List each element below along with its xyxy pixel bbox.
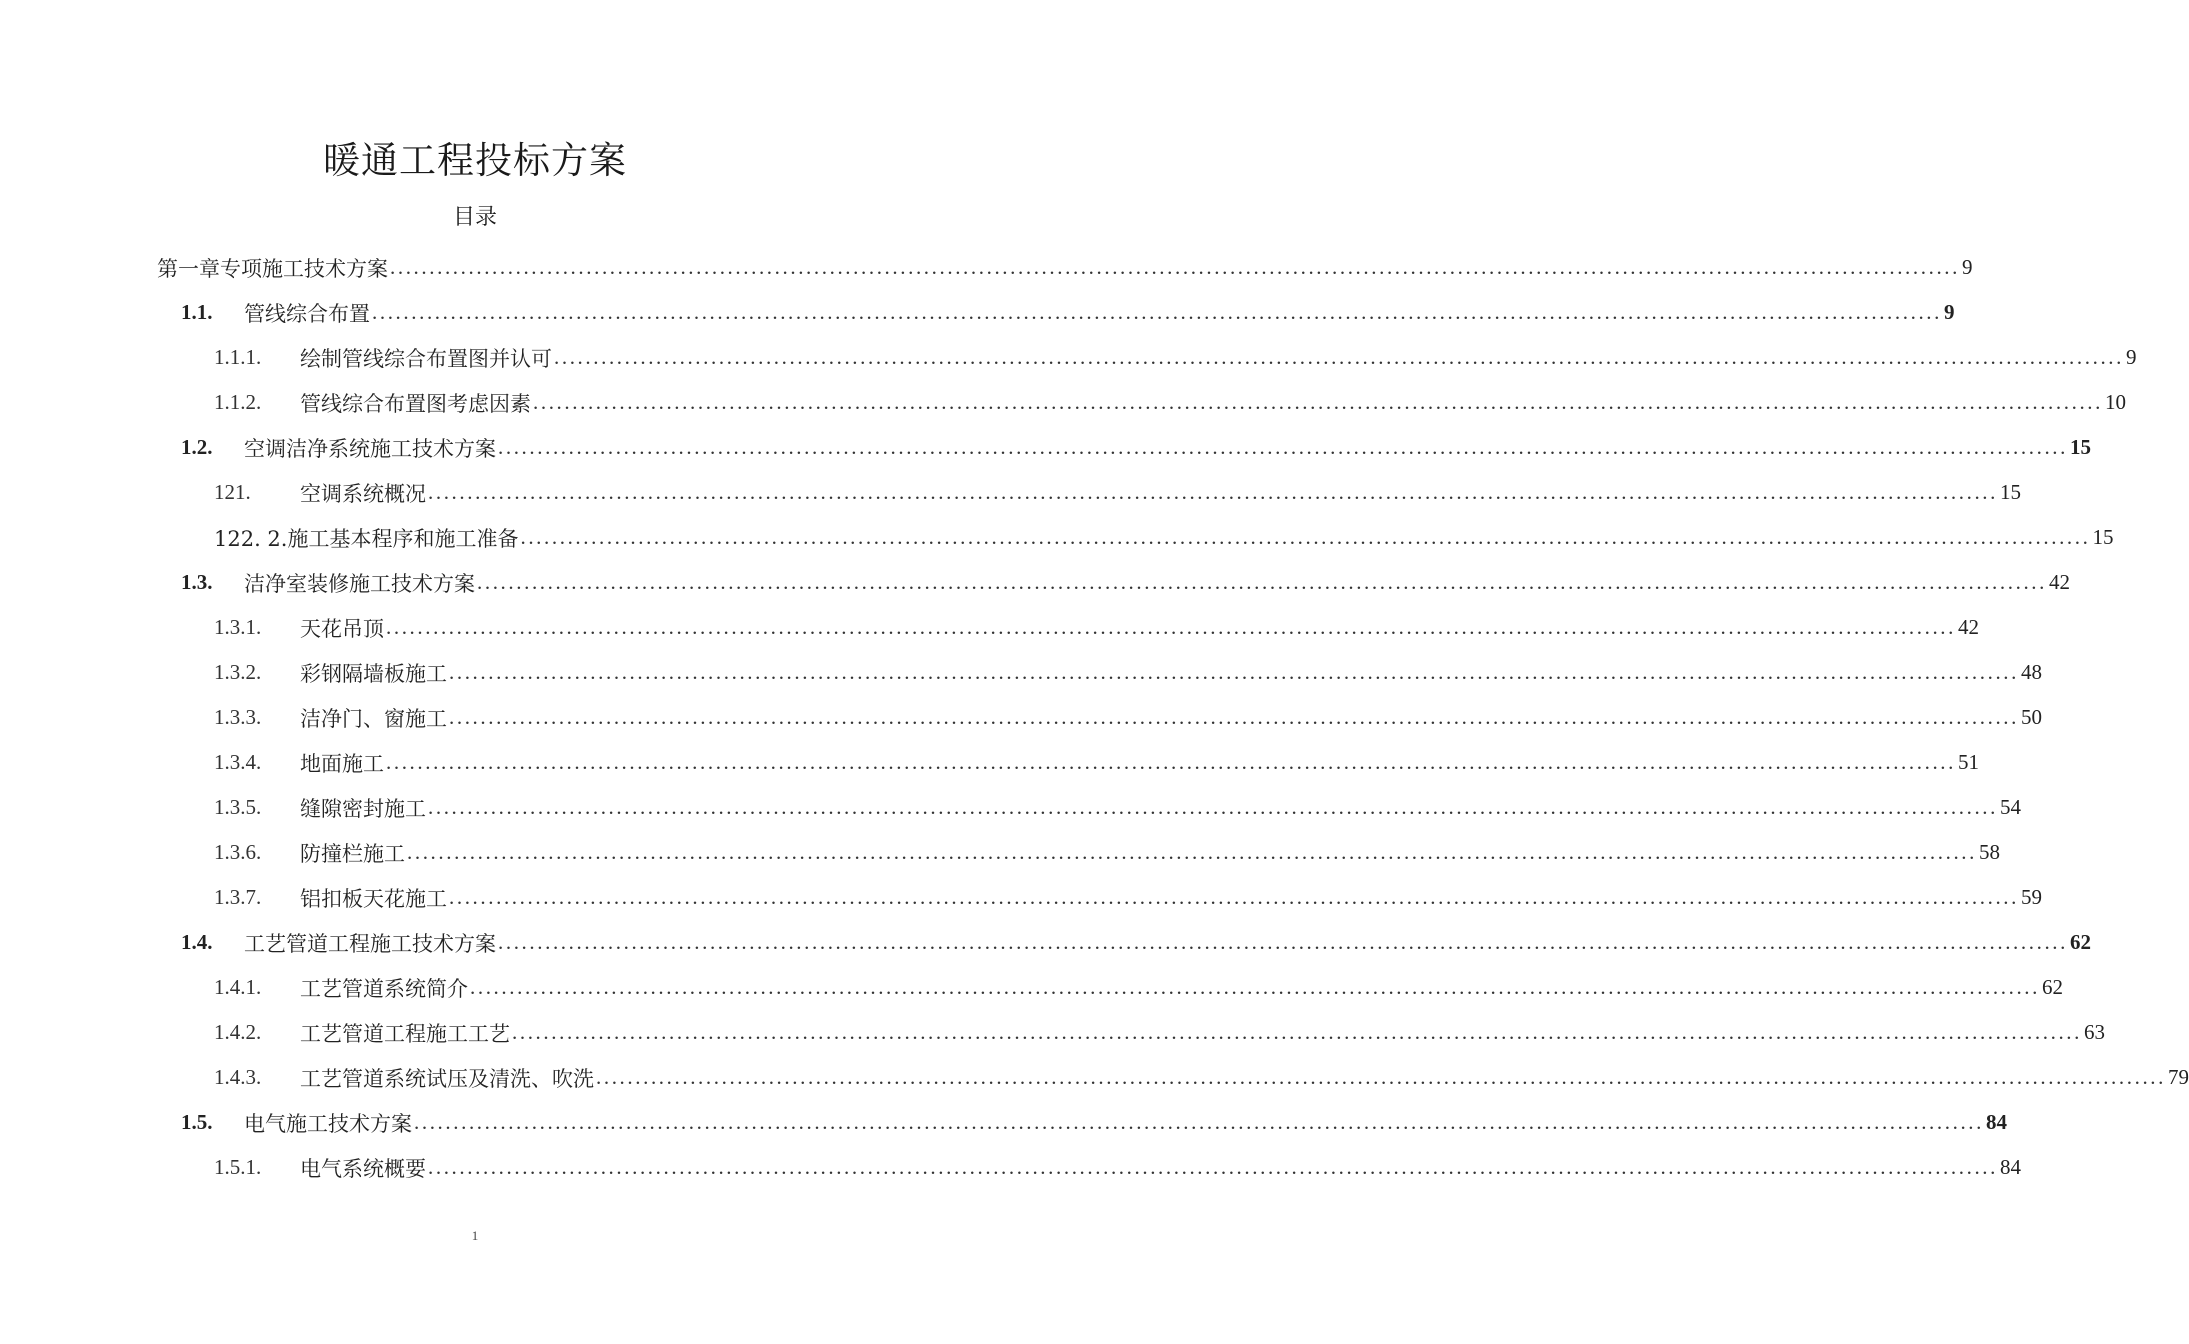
toc-entry-title: 空调系统概况 <box>300 481 426 506</box>
toc-dot-leader: ........................................................................................................................................................................................................ <box>449 705 2019 729</box>
toc-entry[interactable] <box>181 1100 2007 1145</box>
toc-dot-leader: ........................................................................................................................................................................................................ <box>520 525 2091 549</box>
toc-entry-page: 42 <box>1958 615 1979 639</box>
toc-entry-page: 50 <box>2021 705 2042 729</box>
toc-dot-leader: ........................................................................................................................................................................................................ <box>596 1065 2166 1089</box>
toc-entry-page: 54 <box>2000 795 2021 819</box>
toc-entry[interactable] <box>214 1055 2189 1100</box>
toc-entry-page: 84 <box>2000 1155 2021 1179</box>
toc-entry-title: 122. 2.施工基本程序和施工准备 <box>214 526 519 551</box>
toc-entry-title: 工艺管道工程施工工艺 <box>300 1021 510 1046</box>
toc-entry-number: 1.4. <box>181 930 213 954</box>
toc-entry-number: 1.4.2. <box>214 1020 262 1044</box>
toc-entry[interactable] <box>214 875 2042 920</box>
toc-entry[interactable] <box>181 290 1955 335</box>
toc-entry[interactable] <box>181 425 2091 470</box>
toc-entry-title: 工艺管道工程施工技术方案 <box>244 931 496 956</box>
toc-heading: 目录 <box>452 205 497 230</box>
toc-entry-number: 1.1. <box>181 300 213 324</box>
toc-entry-number: 1.4.1. <box>214 975 262 999</box>
toc-entry-page: 9 <box>1962 255 1973 279</box>
toc-entry-number: 1.4.3. <box>214 1065 262 1089</box>
document-title: 暖通工程投标方案 <box>323 139 627 182</box>
toc-entry-title: 洁净室装修施工技术方案 <box>244 571 475 596</box>
toc-entry[interactable] <box>214 695 2042 740</box>
toc-entry-page: 15 <box>2070 435 2091 459</box>
toc-dot-leader: ........................................................................................................................................................................................................ <box>390 255 1960 279</box>
toc-entry-number: 121. <box>214 480 251 504</box>
toc-entry[interactable] <box>214 965 2063 1010</box>
toc-entry[interactable] <box>214 1010 2105 1055</box>
toc-entry[interactable] <box>214 605 1979 650</box>
toc-entry[interactable] <box>214 335 2137 380</box>
toc-entry-title: 工艺管道系统试压及清洗、吹洗 <box>300 1066 594 1091</box>
toc-entry-number: 1.2. <box>181 435 213 459</box>
toc-entry-page: 62 <box>2070 930 2091 954</box>
toc-entry-number: 1.3.5. <box>214 795 262 819</box>
toc-dot-leader: ........................................................................................................................................................................................................ <box>498 930 2068 954</box>
toc-entry-title: 第一章专项施工技术方案 <box>157 256 388 281</box>
toc-dot-leader: ........................................................................................................................................................................................................ <box>477 570 2047 594</box>
toc-entry-title: 绘制管线综合布置图并认可 <box>300 346 552 371</box>
toc-entry-number: 1.5. <box>181 1110 213 1134</box>
toc-dot-leader: ........................................................................................................................................................................................................ <box>554 345 2124 369</box>
toc-entry-title: 防撞栏施工 <box>300 841 405 866</box>
toc-entry[interactable] <box>214 650 2042 695</box>
toc-entry[interactable] <box>214 785 2021 830</box>
toc-entry-number: 1.3.1. <box>214 615 262 639</box>
toc-dot-leader: ........................................................................................................................................................................................................ <box>449 885 2019 909</box>
toc-dot-leader: ........................................................................................................................................................................................................ <box>386 750 1956 774</box>
toc-entry-number: 1.3.4. <box>214 750 262 774</box>
toc-entry-title: 管线综合布置图考虑因素 <box>300 391 531 416</box>
toc-entry-number: 1.1.1. <box>214 345 262 369</box>
toc-entry-page: 42 <box>2049 570 2070 594</box>
toc-entry-title: 缝隙密封施工 <box>300 796 426 821</box>
toc-dot-leader: ........................................................................................................................................................................................................ <box>414 1110 1984 1134</box>
toc-entry-page: 48 <box>2021 660 2042 684</box>
toc-entry-page: 9 <box>2126 345 2137 369</box>
toc-dot-leader: ........................................................................................................................................................................................................ <box>533 390 2103 414</box>
toc-entry-title: 电气施工技术方案 <box>244 1111 412 1136</box>
toc-entry[interactable] <box>214 470 2021 515</box>
page-number: 1 <box>471 1228 479 1243</box>
toc-dot-leader: ........................................................................................................................................................................................................ <box>428 1155 1998 1179</box>
toc-entry-page: 15 <box>2092 525 2114 549</box>
toc-dot-leader: ........................................................................................................................................................................................................ <box>407 840 1977 864</box>
toc-entry-page: 59 <box>2021 885 2042 909</box>
toc-entry-title: 彩钢隔墙板施工 <box>300 661 447 686</box>
toc-entry-number: 1.3.2. <box>214 660 262 684</box>
toc-dot-leader: ........................................................................................................................................................................................................ <box>372 300 1942 324</box>
toc-dot-leader: ........................................................................................................................................................................................................ <box>512 1020 2082 1044</box>
toc-entry-title: 铝扣板天花施工 <box>300 886 447 911</box>
toc-entry-page: 51 <box>1958 750 1979 774</box>
toc-entry-number: 1.3. <box>181 570 213 594</box>
toc-entry-page: 79 <box>2168 1065 2189 1089</box>
toc-entry-page: 58 <box>1979 840 2000 864</box>
toc-entry-number: 1.5.1. <box>214 1155 262 1179</box>
toc-dot-leader: ........................................................................................................................................................................................................ <box>386 615 1956 639</box>
toc-entry-number: 1.3.7. <box>214 885 262 909</box>
toc-entry[interactable] <box>181 920 2091 965</box>
toc-dot-leader: ........................................................................................................................................................................................................ <box>428 480 1998 504</box>
toc-entry-page: 63 <box>2084 1020 2105 1044</box>
toc-entry-title: 空调洁净系统施工技术方案 <box>244 436 496 461</box>
toc-dot-leader: ........................................................................................................................................................................................................ <box>449 660 2019 684</box>
toc-entry[interactable] <box>157 245 1973 290</box>
toc-entry-number: 1.3.6. <box>214 840 262 864</box>
toc-entry-title: 电气系统概要 <box>300 1156 426 1181</box>
toc-entry[interactable] <box>214 380 2126 425</box>
toc-entry-number: 1.1.2. <box>214 390 262 414</box>
toc-entry[interactable] <box>214 515 2114 560</box>
toc-dot-leader: ........................................................................................................................................................................................................ <box>498 435 2068 459</box>
toc-entry[interactable] <box>214 740 1979 785</box>
toc-entry-number: 1.3.3. <box>214 705 262 729</box>
toc-entry-page: 9 <box>1944 300 1955 324</box>
toc-entry-title: 管线综合布置 <box>244 301 370 326</box>
toc-entry-page: 84 <box>1986 1110 2007 1134</box>
toc-entry-title: 地面施工 <box>300 751 384 776</box>
toc-entry-page: 62 <box>2042 975 2063 999</box>
toc-dot-leader: ........................................................................................................................................................................................................ <box>470 975 2040 999</box>
toc-entry[interactable] <box>214 1145 2021 1190</box>
toc-entry[interactable] <box>181 560 2070 605</box>
toc-entry-title: 洁净门、窗施工 <box>300 706 447 731</box>
toc-dot-leader: ........................................................................................................................................................................................................ <box>428 795 1998 819</box>
toc-entry-page: 10 <box>2105 390 2126 414</box>
toc-entry-page: 15 <box>2000 480 2021 504</box>
toc-entry-title: 天花吊顶 <box>300 616 384 641</box>
toc-entry-title: 工艺管道系统简介 <box>300 976 468 1001</box>
toc-entry[interactable] <box>214 830 2000 875</box>
